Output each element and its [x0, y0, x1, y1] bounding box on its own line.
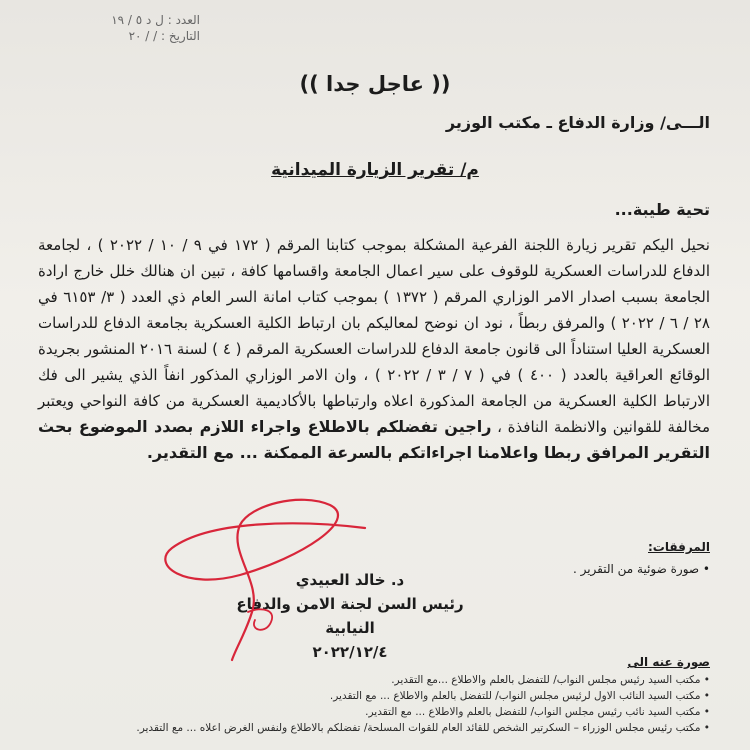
copies-title: صورة عنه الى: [627, 655, 710, 669]
addressee-line: الـــى/ وزارة الدفاع ـ مكتب الوزير: [445, 113, 710, 132]
attachments-title: المرفقات:: [648, 540, 710, 554]
copy-recipient: • مكتب السيد النائب الاول لرئيس مجلس النواب/ للتفضل بالعلم والاطلاع ... مع التقدير.: [10, 688, 710, 704]
reference-number: العدد : ل د ٥ / ١٩: [111, 13, 200, 27]
body-request-text: راجين تفضلكم بالاطلاع واجراء اللازم بصدد الموضوع بحث التقرير المرافق ربطا واعلامنا اجراءاتكم بالسرعة الممكنة ... مع التقدير.: [38, 417, 710, 462]
copy-recipient: • مكتب السيد نائب رئيس مجلس النواب/ للتفضل بالعلم والاطلاع ... مع التقدير.: [10, 704, 710, 720]
signature-date: ٢٠٢٢/١٢/٤: [312, 643, 388, 661]
signatory-name: د. خالد العبيدي: [295, 571, 405, 589]
signature-stroke: [165, 500, 365, 660]
subject-line: م/ تقرير الزيارة الميدانية: [271, 160, 479, 180]
greeting-line: تحية طيبة...: [614, 200, 710, 219]
copy-recipient: • مكتب السيد رئيس مجلس النواب/ للتفضل بالعلم والاطلاع ...مع التقدير.: [10, 672, 710, 688]
body-main-text: نحيل اليكم تقرير زيارة اللجنة الفرعية المشكلة بموجب كتابنا المرقم ( ١٧٢ في ٩ / ١٠ / ٢٠٢٢ ) ، لجامعة الدفاع للدراسات العسكرية للوقوف على سير اعمال الجامعة واقسامها كافة ، تبين ان هنالك خلل خارج ارادة الجامعة بسبب اصدار الامر الوزاري المرقم ( ١٣٧٢ ) بموجب كتاب امانة السر العام ذي العدد ( ٣/ ٦١٥٣ في ٢٨ / ٦ / ٢٠٢٢ ) والمرفق ربطاً ، نود ان نوضح لمعاليكم بان ارتباط الكلية العسكرية بجامعة الدفاع للدراسات العسكرية العليا استناداً الى قانون جامعة الدفاع للدراسات العسكرية المرقم ( ٤ ) لسنة ٢٠١٦ المنشور بجريدة الوقائع العراقية بالعدد ( ٤٠٠ ) في ( ٧ / ٣ / ٢٠٢٢ ) ، وان الامر الوزاري المذكور انفاً الذي يشير الى فك الارتباط الكلية العسكرية من الجامعة المذكورة اعلاه وارتباطها بالأكاديمية العسكرية من كافة النواحي ويعتبر مخالفة للقوانين والانظمة النافذة ،: [38, 236, 710, 436]
copies-list: [10, 672, 710, 736]
attachment-item: • صورة ضوئية من التقرير .: [310, 562, 710, 576]
urgent-heading: (( عاجل جدا )): [299, 72, 451, 96]
signatory-title: رئيس السن لجنة الامن والدفاع النيابية: [236, 595, 464, 637]
reference-date: التاريخ : / / ٢٠: [128, 29, 200, 43]
copy-recipient: • مكتب رئيس مجلس الوزراء – السكرتير الشخص للقائد العام للقوات المسلحة/ تفضلكم بالاطلاع ولنفس الغرض اعلاه ... مع التقدير.: [10, 720, 710, 736]
